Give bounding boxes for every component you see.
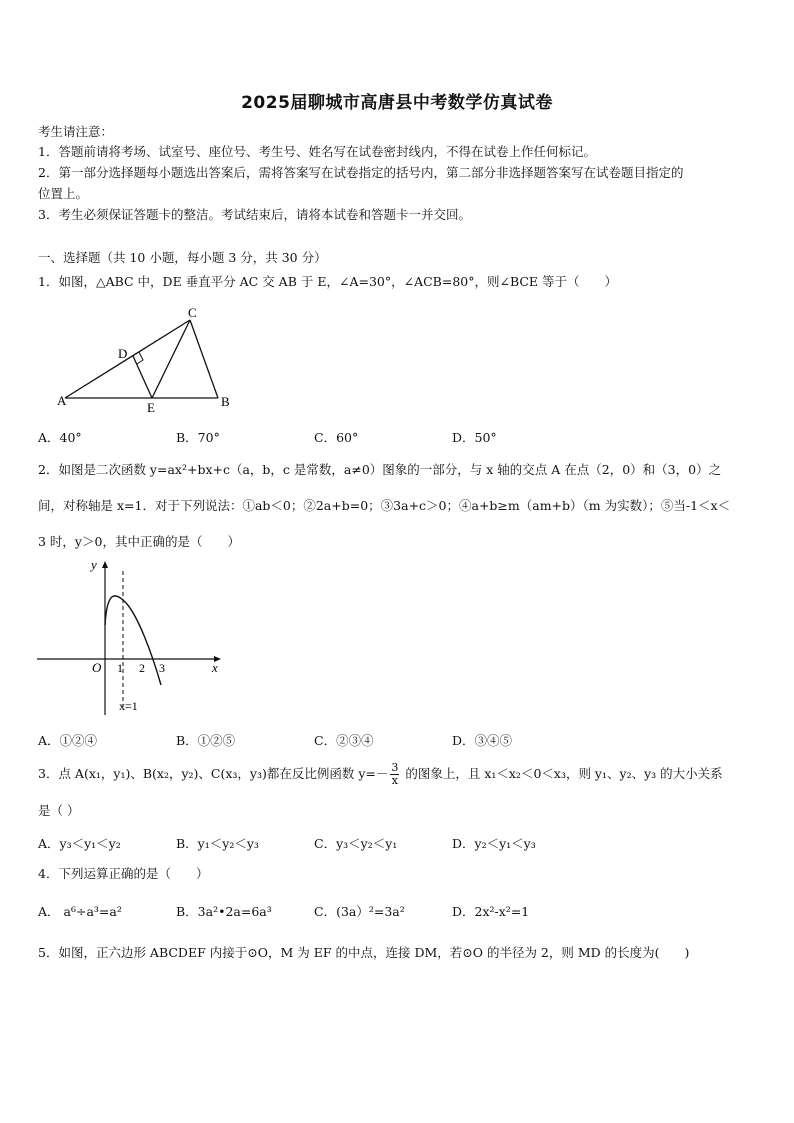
- section-heading: 一、选择题（共 10 小题，每小题 3 分，共 30 分）: [38, 250, 327, 265]
- y-axis-arrow: [102, 561, 108, 568]
- axis-equation-label: x=1: [119, 699, 138, 713]
- question-2-line-1: 2．如图是二次函数 y=ax²+bx+c（a，b，c 是常数，a≠0）图象的一部分，与 x 轴的交点 A 在点（2，0）和（3，0）之: [38, 462, 722, 477]
- label-d: D: [118, 346, 128, 361]
- label-e: E: [147, 400, 155, 415]
- option-a: A． a⁶÷a³=a²: [38, 904, 122, 919]
- option-b: B．70°: [176, 430, 220, 445]
- fraction-numerator: 3: [391, 761, 399, 774]
- fraction-denominator: x: [391, 774, 398, 787]
- tick-3: 3: [159, 661, 165, 675]
- x-label: x: [212, 660, 218, 675]
- notice-heading: 考生请注意：: [38, 124, 114, 139]
- parabola-curve: [105, 596, 161, 685]
- option-b: B．3a²•2a=6a³: [176, 904, 272, 919]
- option-a: A．①②④: [38, 733, 98, 748]
- question-2-line-2: 间，对称轴是 x=1．对于下列说法：①ab＜0；②2a+b=0；③3a+c＞0；④a+b≥m（am+b）（m 为实数）；⑤当-1＜x＜: [38, 498, 731, 513]
- question-2-line-3: 3 时，y＞0，其中正确的是（ ）: [38, 534, 240, 549]
- triangle-figure: [55, 308, 235, 416]
- fraction: [390, 762, 399, 787]
- option-d: D．50°: [452, 430, 497, 445]
- option-c: C．②③④: [314, 733, 374, 748]
- y-label: y: [91, 557, 97, 572]
- question-3-line-2: 是（ ）: [38, 803, 80, 818]
- right-angle-mark: [137, 352, 143, 364]
- notice-item-2: 2．第一部分选择题每小题选出答案后，需将答案写在试卷指定的括号内，第二部分非选择题答案写在试卷题目指定的: [38, 165, 684, 180]
- option-c: C．60°: [314, 430, 359, 445]
- parabola-graph: [35, 555, 225, 720]
- question-3-post: 的图象上，且 x₁＜x₂＜0＜x₃，则 y₁、y₂、y₃ 的大小关系: [401, 766, 723, 781]
- side-bc: [190, 320, 218, 398]
- option-c: C．(3a）²=3a²: [314, 904, 405, 919]
- question-3-pre: 3．点 A(x₁，y₁)、B(x₂，y₂)、C(x₃，y₃)都在反比例函数 y=－: [38, 766, 389, 781]
- tick-2: 2: [139, 661, 145, 675]
- question-5-text: 5．如图，正六边形 ABCDEF 内接于⊙O，M 为 EF 的中点，连接 DM，若⊙O 的半径为 2，则 MD 的长度为( ): [38, 945, 690, 960]
- option-b: B．①②⑤: [176, 733, 236, 748]
- label-b: B: [221, 394, 230, 409]
- option-a: A．40°: [38, 430, 82, 445]
- exam-title: 2025届聊城市高唐县中考数学仿真试卷: [241, 93, 553, 113]
- question-1-text: 1．如图，△ABC 中，DE 垂直平分 AC 交 AB 于 E，∠A=30°，∠ACB=80°，则∠BCE 等于（ ）: [38, 274, 618, 289]
- option-a: A．y₃＜y₁＜y₂: [38, 836, 121, 851]
- option-d: D．2x²-x²=1: [452, 904, 530, 919]
- option-b: B．y₁＜y₂＜y₃: [176, 836, 259, 851]
- origin-label: O: [92, 660, 102, 675]
- label-c: C: [188, 308, 197, 320]
- option-d: D．③④⑤: [452, 733, 513, 748]
- notice-item-2-cont: 位置上。: [38, 186, 89, 201]
- tick-1: 1: [117, 661, 123, 675]
- segment-de: [133, 356, 152, 398]
- notice-item-1: 1．答题前请将考场、试室号、座位号、考生号、姓名写在试卷密封线内，不得在试卷上作任何标记。: [38, 144, 596, 159]
- question-3-line-1: [38, 762, 723, 787]
- label-a: A: [57, 393, 67, 408]
- option-d: D．y₂＜y₁＜y₃: [452, 836, 536, 851]
- question-4-text: 4．下列运算正确的是（ ）: [38, 866, 209, 881]
- option-c: C．y₃＜y₂＜y₁: [314, 836, 398, 851]
- notice-item-3: 3．考生必须保证答题卡的整洁。考试结束后，请将本试卷和答题卡一并交回。: [38, 207, 471, 222]
